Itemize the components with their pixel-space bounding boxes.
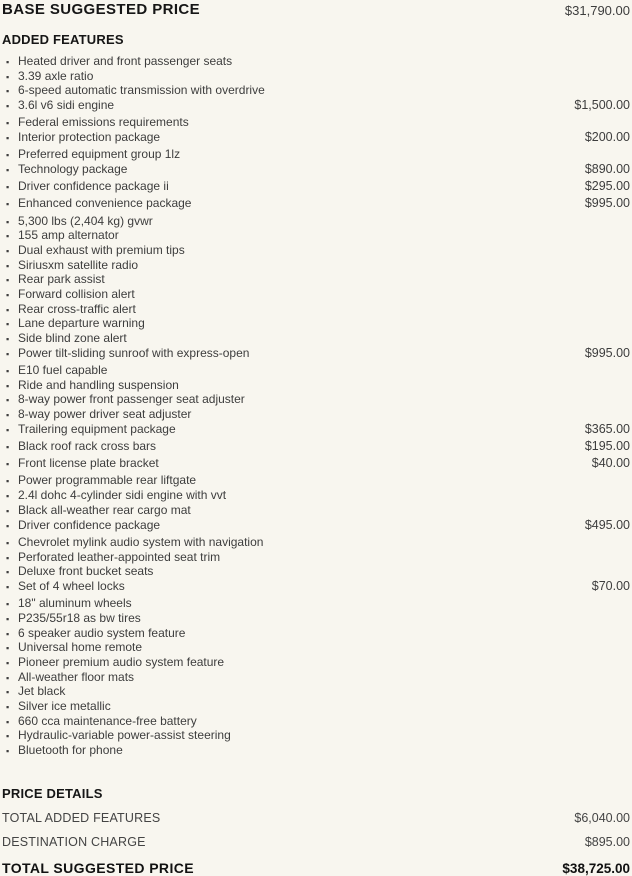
feature-label: Silver ice metallic bbox=[18, 699, 111, 714]
bullet-icon: ▪ bbox=[6, 319, 10, 330]
bullet-icon: ▪ bbox=[6, 628, 10, 639]
bullet-icon: ▪ bbox=[6, 304, 10, 315]
bullet-icon: ▪ bbox=[6, 118, 10, 129]
price-detail-label: DESTINATION CHARGE bbox=[2, 834, 146, 849]
feature-row bbox=[2, 116, 630, 131]
bullet-icon: ▪ bbox=[6, 366, 10, 377]
feature-label: Black all-weather rear cargo mat bbox=[18, 502, 191, 517]
bullet-icon: ▪ bbox=[6, 613, 10, 624]
feature-price: $195.00 bbox=[584, 439, 630, 454]
feature-row bbox=[2, 229, 630, 244]
feature-row bbox=[2, 671, 630, 686]
bullet-icon: ▪ bbox=[6, 746, 10, 757]
bullet-icon: ▪ bbox=[6, 231, 10, 242]
feature-row bbox=[2, 288, 630, 303]
bullet-icon: ▪ bbox=[6, 731, 10, 742]
feature-label: Enhanced convenience package bbox=[18, 196, 192, 211]
bullet-icon: ▪ bbox=[6, 657, 10, 668]
feature-label: Heated driver and front passenger seats bbox=[18, 54, 233, 68]
bullet-icon: ▪ bbox=[6, 199, 10, 210]
feature-label: P235/55r18 as bw tires bbox=[18, 610, 141, 625]
feature-label: 8-way power driver seat adjuster bbox=[18, 407, 192, 422]
bullet-icon: ▪ bbox=[6, 410, 10, 421]
feature-label: All-weather floor mats bbox=[18, 669, 135, 684]
feature-row bbox=[2, 163, 630, 178]
feature-label: 155 amp alternator bbox=[18, 228, 119, 243]
feature-label: Pioneer premium audio system feature bbox=[18, 654, 225, 669]
feature-row bbox=[2, 551, 630, 566]
feature-label: Front license plate bracket bbox=[18, 456, 159, 471]
bullet-icon: ▪ bbox=[6, 716, 10, 727]
bullet-icon: ▪ bbox=[6, 687, 10, 698]
feature-price: $70.00 bbox=[591, 578, 630, 593]
bullet-icon: ▪ bbox=[6, 71, 10, 82]
feature-label: 18" aluminum wheels bbox=[18, 596, 132, 611]
bullet-icon: ▪ bbox=[6, 442, 10, 453]
price-detail-row bbox=[2, 811, 630, 825]
feature-row bbox=[2, 627, 630, 642]
feature-row bbox=[2, 715, 630, 730]
feature-row bbox=[2, 131, 630, 146]
feature-row bbox=[2, 99, 630, 114]
total-suggested-price-value: $38,725.00 bbox=[562, 860, 630, 876]
bullet-icon: ▪ bbox=[6, 57, 10, 67]
bullet-icon: ▪ bbox=[6, 672, 10, 683]
feature-label: 3.39 axle ratio bbox=[18, 68, 94, 83]
feature-label: Jet black bbox=[18, 684, 66, 699]
feature-label: Driver confidence package bbox=[18, 517, 161, 532]
feature-label: Power programmable rear liftgate bbox=[18, 473, 197, 488]
feature-label: Driver confidence package ii bbox=[18, 179, 169, 194]
feature-row bbox=[2, 70, 630, 85]
feature-label: 2.4l dohc 4-cylinder sidi engine with vvt bbox=[18, 488, 227, 503]
feature-row bbox=[2, 84, 630, 99]
feature-label: Siriusxm satellite radio bbox=[18, 257, 139, 272]
feature-label: Perforated leather-appointed seat trim bbox=[18, 549, 221, 564]
feature-label: Lane departure warning bbox=[18, 316, 145, 331]
feature-row bbox=[2, 148, 630, 163]
feature-row bbox=[2, 504, 630, 519]
feature-row bbox=[2, 729, 630, 744]
price-details-rows bbox=[2, 811, 630, 849]
feature-label: E10 fuel capable bbox=[18, 363, 108, 378]
feature-row bbox=[2, 565, 630, 580]
bullet-icon: ▪ bbox=[6, 505, 10, 516]
feature-row bbox=[2, 744, 630, 759]
feature-row bbox=[2, 440, 630, 455]
feature-label: Black roof rack cross bars bbox=[18, 439, 157, 454]
bullet-icon: ▪ bbox=[6, 380, 10, 391]
feature-row bbox=[2, 379, 630, 394]
feature-row bbox=[2, 685, 630, 700]
bullet-icon: ▪ bbox=[6, 552, 10, 563]
feature-row bbox=[2, 580, 630, 595]
bullet-icon: ▪ bbox=[6, 537, 10, 548]
bullet-icon: ▪ bbox=[6, 459, 10, 470]
feature-label: Deluxe front bucket seats bbox=[18, 564, 154, 579]
bullet-icon: ▪ bbox=[6, 260, 10, 271]
bullet-icon: ▪ bbox=[6, 290, 10, 301]
feature-row bbox=[2, 55, 630, 70]
feature-row bbox=[2, 423, 630, 438]
price-detail-label: TOTAL ADDED FEATURES bbox=[2, 810, 161, 825]
total-suggested-price-label: TOTAL SUGGESTED PRICE bbox=[2, 859, 194, 876]
feature-label: Rear cross-traffic alert bbox=[18, 301, 136, 316]
feature-label: Chevrolet mylink audio system with navigation bbox=[18, 534, 264, 549]
feature-label: 660 cca maintenance-free battery bbox=[18, 713, 197, 728]
feature-label: 5,300 lbs (2,404 kg) gvwr bbox=[18, 213, 153, 228]
price-detail-value: $6,040.00 bbox=[574, 810, 630, 825]
feature-row bbox=[2, 180, 630, 195]
feature-label: Set of 4 wheel locks bbox=[18, 578, 125, 593]
feature-row bbox=[2, 317, 630, 332]
feature-label: Trailering equipment package bbox=[18, 421, 176, 436]
bullet-icon: ▪ bbox=[6, 182, 10, 193]
bullet-icon: ▪ bbox=[6, 643, 10, 654]
feature-row bbox=[2, 489, 630, 504]
feature-row bbox=[2, 457, 630, 472]
feature-label: Interior protection package bbox=[18, 130, 161, 145]
feature-label: Rear park assist bbox=[18, 272, 105, 287]
feature-row bbox=[2, 656, 630, 671]
feature-label: 6 speaker audio system feature bbox=[18, 625, 186, 640]
feature-row bbox=[2, 519, 630, 534]
feature-label: Ride and handling suspension bbox=[18, 377, 179, 392]
bullet-icon: ▪ bbox=[6, 599, 10, 610]
feature-row bbox=[2, 347, 630, 362]
feature-label: Technology package bbox=[18, 161, 128, 176]
feature-label: Hydraulic-variable power-assist steering bbox=[18, 728, 231, 743]
feature-row bbox=[2, 612, 630, 627]
feature-row bbox=[2, 332, 630, 347]
price-detail-row bbox=[2, 835, 630, 849]
feature-label: Power tilt-sliding sunroof with express-open bbox=[18, 345, 250, 360]
price-details-heading: PRICE DETAILS bbox=[2, 785, 103, 801]
bullet-icon: ▪ bbox=[6, 245, 10, 256]
base-price-label: BASE SUGGESTED PRICE bbox=[2, 1, 201, 18]
bullet-icon: ▪ bbox=[6, 476, 10, 487]
base-price-value: $31,790.00 bbox=[564, 3, 630, 18]
feature-price: $890.00 bbox=[584, 161, 630, 176]
bullet-icon: ▪ bbox=[6, 164, 10, 175]
feature-label: Bluetooth for phone bbox=[18, 743, 123, 758]
price-detail-value: $895.00 bbox=[584, 834, 630, 849]
feature-label: Preferred equipment group 1lz bbox=[18, 147, 181, 162]
feature-row bbox=[2, 408, 630, 423]
bullet-icon: ▪ bbox=[6, 424, 10, 435]
feature-row bbox=[2, 244, 630, 259]
feature-price: $995.00 bbox=[584, 345, 630, 360]
feature-label: Universal home remote bbox=[18, 640, 143, 655]
feature-price: $995.00 bbox=[584, 196, 630, 211]
feature-row bbox=[2, 364, 630, 379]
feature-price: $495.00 bbox=[584, 517, 630, 532]
bullet-icon: ▪ bbox=[6, 334, 10, 345]
bullet-icon: ▪ bbox=[6, 395, 10, 406]
feature-price: $365.00 bbox=[584, 421, 630, 436]
feature-price: $200.00 bbox=[584, 130, 630, 145]
bullet-icon: ▪ bbox=[6, 86, 10, 97]
feature-row bbox=[2, 259, 630, 274]
bullet-icon: ▪ bbox=[6, 216, 10, 227]
base-price-row bbox=[2, 1, 630, 18]
feature-label: Dual exhaust with premium tips bbox=[18, 242, 185, 257]
bullet-icon: ▪ bbox=[6, 581, 10, 592]
bullet-icon: ▪ bbox=[6, 101, 10, 112]
bullet-icon: ▪ bbox=[6, 150, 10, 161]
added-features-heading: ADDED FEATURES bbox=[2, 32, 124, 47]
bullet-icon: ▪ bbox=[6, 567, 10, 578]
bullet-icon: ▪ bbox=[6, 133, 10, 144]
feature-price: $295.00 bbox=[584, 179, 630, 194]
feature-price: $40.00 bbox=[591, 456, 630, 471]
added-features-list bbox=[2, 55, 630, 759]
feature-row bbox=[2, 197, 630, 212]
feature-row bbox=[2, 597, 630, 612]
feature-row bbox=[2, 700, 630, 715]
feature-row bbox=[2, 215, 630, 230]
feature-price: $1,500.00 bbox=[574, 98, 630, 113]
feature-row bbox=[2, 303, 630, 318]
bullet-icon: ▪ bbox=[6, 702, 10, 713]
feature-label: Federal emissions requirements bbox=[18, 115, 189, 130]
feature-label: 6-speed automatic transmission with overdrive bbox=[18, 83, 265, 98]
feature-label: Side blind zone alert bbox=[18, 331, 127, 346]
bullet-icon: ▪ bbox=[6, 348, 10, 359]
bullet-icon: ▪ bbox=[6, 275, 10, 286]
feature-label: Forward collision alert bbox=[18, 287, 135, 302]
total-suggested-price-row bbox=[2, 860, 630, 876]
feature-row bbox=[2, 273, 630, 288]
feature-row bbox=[2, 536, 630, 551]
feature-row bbox=[2, 393, 630, 408]
bullet-icon: ▪ bbox=[6, 491, 10, 502]
feature-label: 8-way power front passenger seat adjuster bbox=[18, 392, 245, 407]
feature-row bbox=[2, 474, 630, 489]
feature-row bbox=[2, 641, 630, 656]
bullet-icon: ▪ bbox=[6, 520, 10, 531]
feature-label: 3.6l v6 sidi engine bbox=[18, 98, 115, 113]
